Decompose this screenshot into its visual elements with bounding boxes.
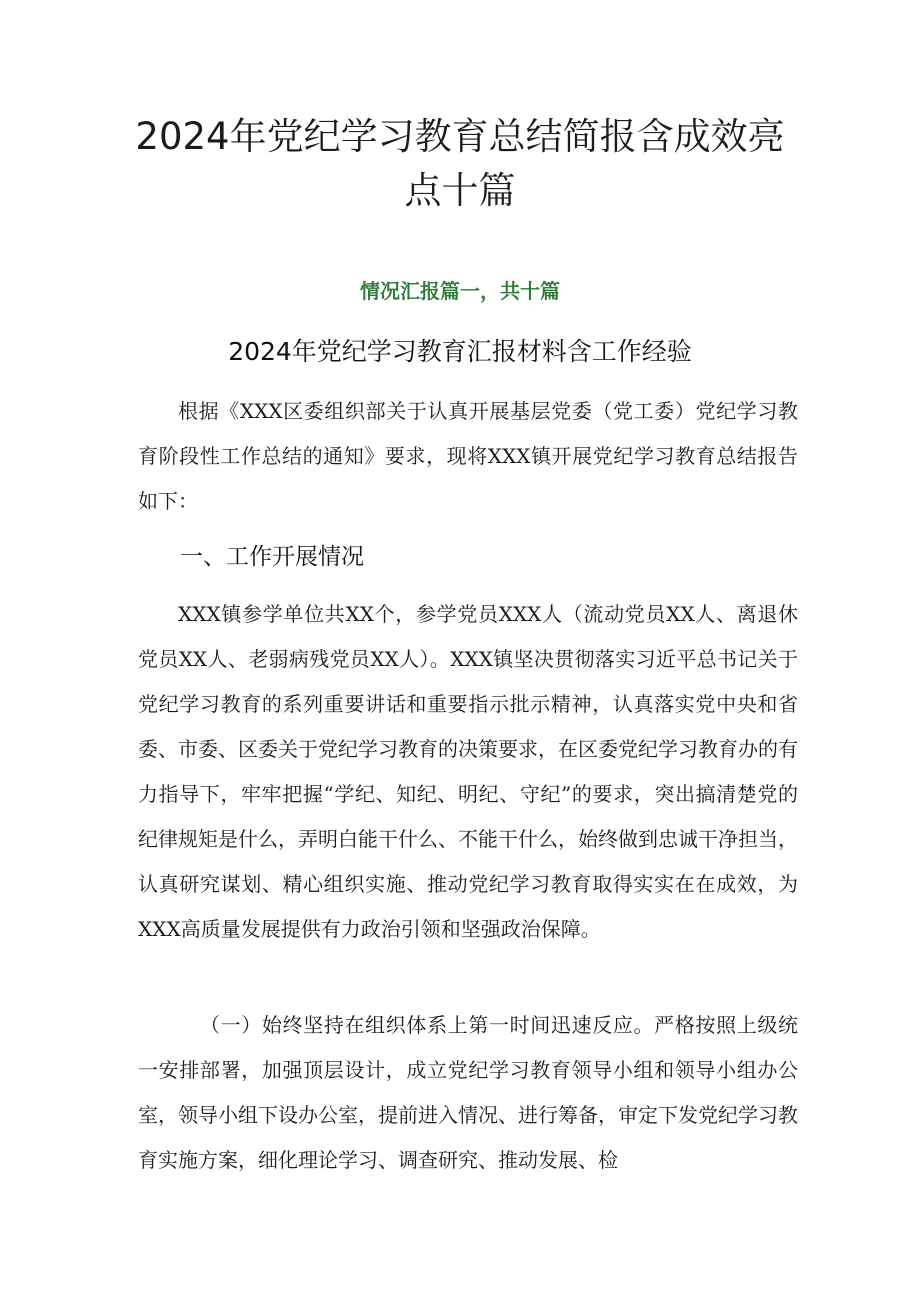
intro-paragraph: 根据《XXX区委组织部关于认真开展基层党委（党工委）党纪学习教育阶段性工作总结的通知》要求，现将XXX镇开展党纪学习教育总结报告如下： xyxy=(138,399,798,513)
section-heading: 一、工作开展情况 xyxy=(180,544,364,570)
document-title: 2024年党纪学习教育总结简报含成效亮点十篇 xyxy=(135,115,785,212)
report-subtitle: 2024年党纪学习教育汇报材料含工作经验 xyxy=(228,337,692,366)
subsection-paragraph: （一）始终坚持在组织体系上第一时间迅速反应。严格按照上级统一安排部署，加强顶层设计，成立党纪学习教育领导小组和领导小组办公室，领导小组下设办公室，提前进入情况、进行筹备，审定下发党纪学习教育实施方案，细化理论学习、调查研究、推动发展、检 xyxy=(138,1013,798,1172)
section-paragraph: XXX镇参学单位共XX个，参学党员XXX人（流动党员XX人、离退休党员XX人、老弱病残党员XX人）。XXX镇坚决贯彻落实习近平总书记关于党纪学习教育的系列重要讲话和重要指示批示精神，认真落实党中央和省委、市委、区委关于党纪学习教育的决策要求，在区委党纪学习教育办的有力指导下，牢牢把握“学纪、知纪、明纪、守纪”的要求，突出搞清楚党的纪律规矩是什么，弄明白能干什么、不能干什么，始终做到忠诚干净担当，认真研究谋划、精心组织实施、推动党纪学习教育取得实实在在成效，为XXX高质量发展提供有力政治引领和坚强政治保障。 xyxy=(138,602,798,941)
part-heading: 情况汇报篇一，共十篇 xyxy=(360,279,560,303)
